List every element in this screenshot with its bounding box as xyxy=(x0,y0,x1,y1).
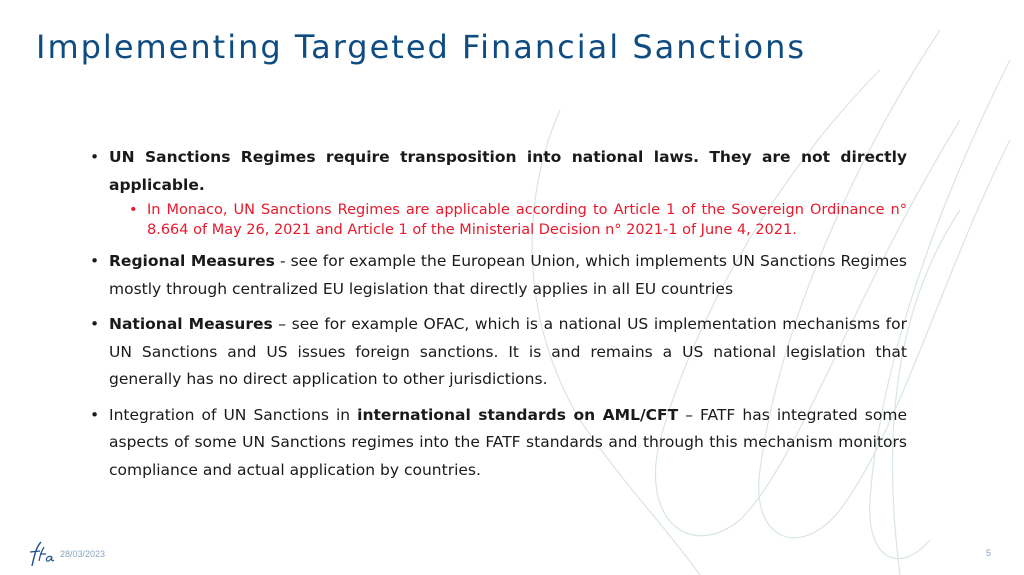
bullet-item-un-sanctions xyxy=(90,144,907,240)
bullet-text: - see for example the European Union, which implements UN Sanctions Regimes mostly through centralized EU legislation that directly applies in all EU countries xyxy=(109,252,908,298)
page-number: 5 xyxy=(986,548,992,558)
sub-bullet-monaco: • In Monaco, UN Sanctions Regimes are applicable according to Article 1 of the Sovereign Ordinance n° 8.664 of May 26, 2021 and Article 1 of the Ministerial Decision n° 2021-1 of June 4, 2021. xyxy=(129,201,907,240)
bullet-item-aml-cft xyxy=(90,402,907,485)
bullet-bold-text: National Measures xyxy=(109,315,273,333)
bullet-text: – see for example OFAC, which is a national US implementation mechanisms for UN Sanctions and US issues foreign sanctions. It is and remains a US national legislation that generally has no direct application to other jurisdictions. xyxy=(109,315,907,388)
bullet-bold-text: international standards on AML/CFT xyxy=(357,405,679,424)
bullet-item-national-measures xyxy=(90,311,907,394)
bullet-list xyxy=(90,144,907,484)
sub-bullet-list xyxy=(109,201,907,240)
bullet-item-regional-measures xyxy=(90,248,907,303)
footer-date: 28/03/2023 xyxy=(60,549,106,559)
bullet-text-after: – FATF has integrated some aspects of some UN Sanctions regimes into the FATF standards and through this mechanism monitors compliance and actual application by countries. xyxy=(109,405,907,479)
slide-title: Implementing Targeted Financial Sanctions xyxy=(36,28,807,66)
bullet-bold-text: UN Sanctions Regimes require transposition into national laws. They are not directly applicable. xyxy=(109,148,907,194)
bullet-text-before: Integration of UN Sanctions in xyxy=(109,405,358,424)
fta-logo-icon xyxy=(26,539,56,569)
slide-body xyxy=(90,144,907,492)
bullet-bold-text: Regional Measures xyxy=(109,252,275,270)
